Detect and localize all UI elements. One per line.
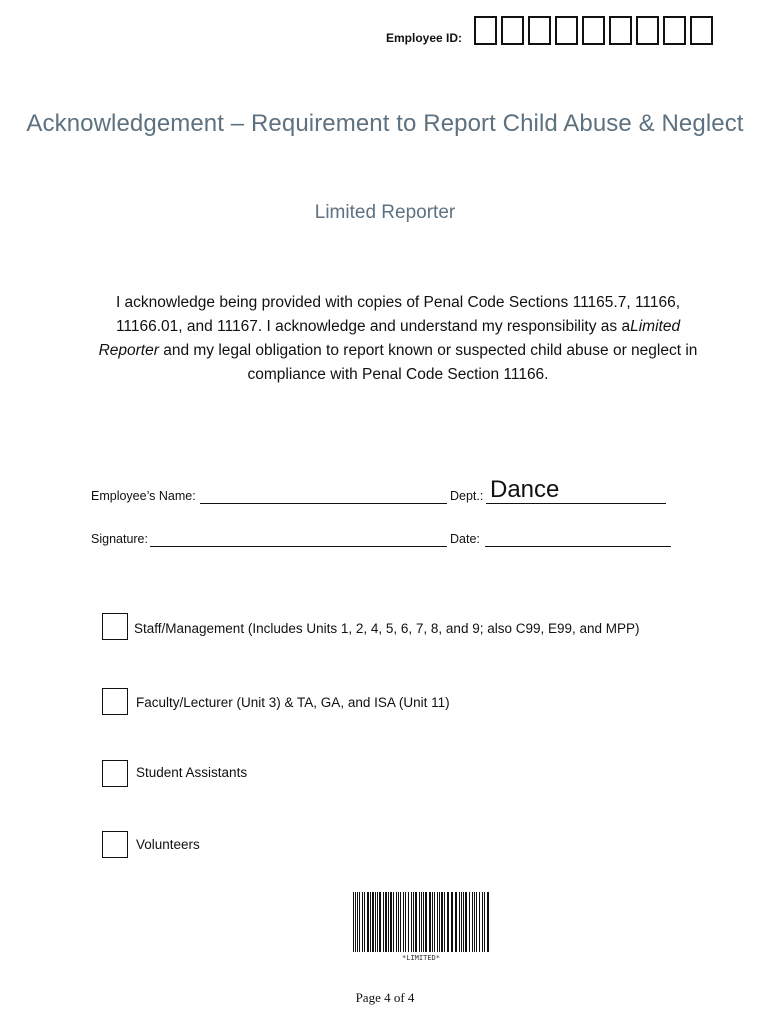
employee-id-digit-box[interactable] [690,16,713,45]
staff-management-label: Staff/Management (Includes Units 1, 2, 4, 5, 6, 7, 8, and 9; also C99, E99, and MPP) [134,621,640,636]
paragraph-text-part1: I acknowledge being provided with copies of Penal Code Sections 11165.7, 11166, 11166.01, and 11167. I acknowledge and understand my responsibility as a [115,294,681,335]
barcode-bar [461,892,462,952]
barcode-bar [421,892,422,952]
barcode-bar [379,892,381,952]
barcode-bar [469,892,470,952]
employee-id-boxes [474,16,713,45]
barcode-bar [463,892,464,952]
signature-label: Signature: [91,532,148,546]
barcode-bar [393,892,394,952]
barcode-bar [388,892,389,952]
employee-id-digit-box[interactable] [636,16,659,45]
document-subtitle: Limited Reporter [314,202,456,223]
barcode-bar [439,892,440,952]
barcode-bar [455,892,457,952]
barcode-bar [487,892,489,952]
barcode-bar [423,892,424,952]
document-title: Acknowledgement – Requirement to Report Child Abuse & Neglect [26,110,744,137]
employee-id-digit-box[interactable] [528,16,551,45]
signature-field[interactable] [150,546,447,547]
employee-name-label: Employee’s Name: [91,489,196,503]
barcode-bar [357,892,358,952]
barcode-bar [465,892,467,952]
barcode-bar [362,892,363,952]
barcode-bar [411,892,412,952]
barcode-bar [400,892,401,952]
employee-id-label: Employee ID: [386,31,463,45]
volunteers-label: Volunteers [136,837,200,852]
barcode-bar [434,892,435,952]
employee-id-digit-box[interactable] [501,16,524,45]
barcode-bar [405,892,406,952]
barcode-bar [370,892,371,952]
barcode-bar [396,892,397,952]
barcode-bar [367,892,369,952]
barcode-bar [359,892,360,952]
barcode-bar [444,892,445,952]
barcode-bar [459,892,460,952]
barcode-bar [372,892,374,952]
employee-id-digit-box[interactable] [663,16,686,45]
barcode-bar [476,892,477,952]
staff-management-checkbox[interactable] [102,613,128,640]
barcode-bar [353,892,354,952]
barcode-bar [355,892,356,952]
barcode-bar [429,892,431,952]
faculty-lecturer-checkbox[interactable] [102,688,128,715]
barcode-bar [474,892,475,952]
barcode-bar [441,892,443,952]
barcode-bar [479,892,480,952]
paragraph-text-part2: and my legal obligation to report known or suspected child abuse or neglect in compliance with Penal Code Section 11166. [158,342,698,383]
barcode-bar [398,892,399,952]
barcode-bar [377,892,378,952]
barcode-bar [375,892,376,952]
barcode-bar [385,892,387,952]
barcode-bar [383,892,384,952]
barcode-bar [484,892,485,952]
date-field[interactable] [485,546,671,547]
barcode-bar [408,892,409,952]
barcode-bar [415,892,417,952]
barcode-bar [403,892,404,952]
acknowledgement-paragraph [88,291,708,387]
barcode-bar [437,892,438,952]
barcode-bar [482,892,483,952]
barcode-bar [413,892,414,952]
barcode-bar [472,892,473,952]
employee-name-field[interactable] [200,503,447,504]
dept-label: Dept.: [450,489,484,503]
page-number: Page 4 of 4 [355,990,415,1005]
barcode-bar [390,892,392,952]
employee-id-digit-box[interactable] [582,16,605,45]
employee-id-digit-box[interactable] [474,16,497,45]
barcode-bar [364,892,365,952]
barcode-bar [419,892,420,952]
employee-id-digit-box[interactable] [555,16,578,45]
barcode-bar [447,892,449,952]
date-label: Date: [450,532,480,546]
barcode-text: *LIMITED* [402,954,440,962]
faculty-lecturer-label: Faculty/Lecturer (Unit 3) & TA, GA, and ISA (Unit 11) [136,695,450,710]
volunteers-checkbox[interactable] [102,831,128,858]
barcode-bar [432,892,433,952]
barcode-bar [425,892,427,952]
paragraph-italic-term: Limited Reporter [98,318,681,359]
barcode-bar [451,892,453,952]
barcode-image [352,892,490,954]
student-assistants-label: Student Assistants [136,765,248,780]
employee-id-digit-box[interactable] [609,16,632,45]
dept-value[interactable]: Dance [490,476,560,503]
student-assistants-checkbox[interactable] [102,760,128,787]
